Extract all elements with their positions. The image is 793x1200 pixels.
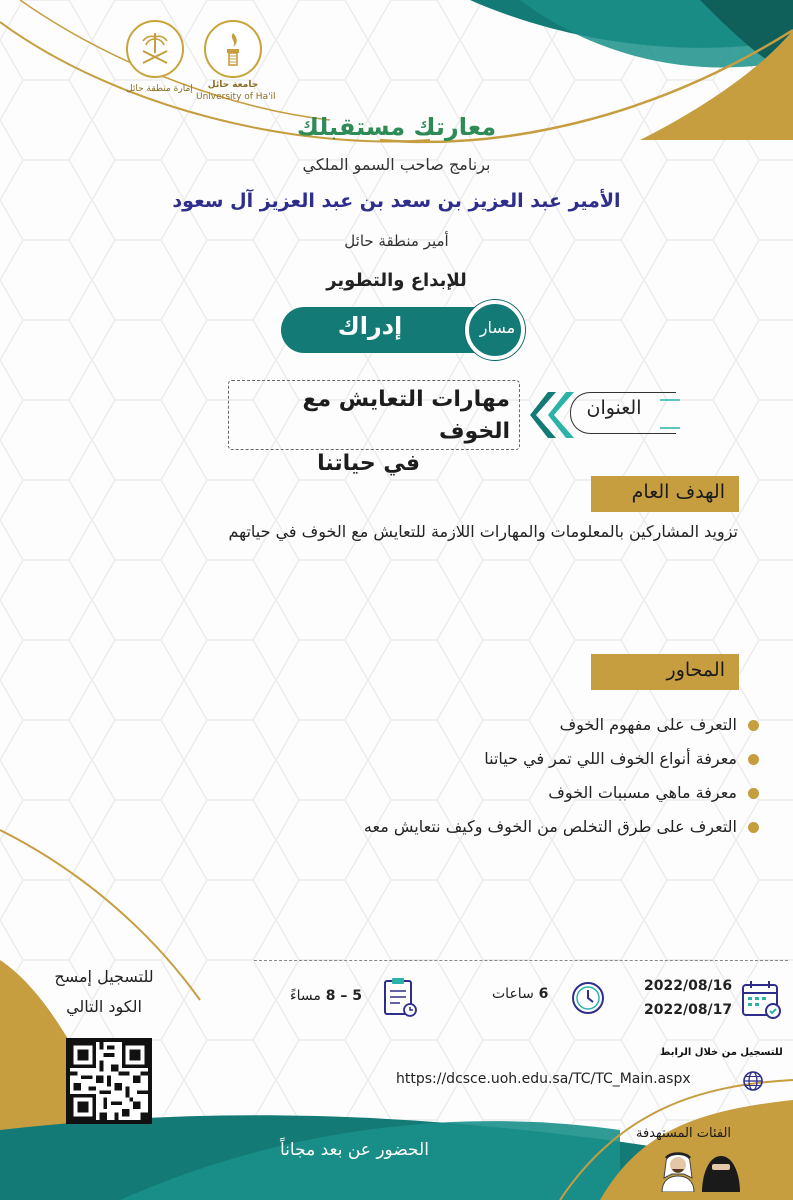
globe-icon	[742, 1070, 764, 1092]
university-logo-caption: University of Ha'il	[196, 92, 276, 102]
clock-icon	[570, 980, 606, 1016]
palm-swords-emblem-icon	[135, 29, 175, 69]
axis-item-text: معرفة أنواع الخوف اللي تمر في حياتنا	[484, 749, 737, 768]
woman-icon	[702, 1156, 740, 1192]
list-item	[199, 746, 759, 780]
emirate-logo	[126, 20, 184, 78]
program-subtitle: للإبداع والتطوير	[326, 270, 467, 291]
axes-heading-bar	[591, 654, 739, 690]
course-title	[228, 384, 514, 480]
bullet-dot	[748, 788, 759, 799]
scan-instructions	[16, 962, 192, 1022]
axes-heading: المحاور	[666, 659, 725, 681]
calendar-icon	[740, 978, 782, 1020]
tag-connector-lines	[660, 394, 680, 434]
program-title: معارتك مستقبلك	[296, 113, 497, 141]
man-icon	[662, 1154, 694, 1193]
emirate-logo-caption: إمارة منطقة حائل	[126, 84, 193, 94]
hours	[492, 986, 548, 1002]
time-range-value: 5 – 8	[325, 988, 362, 1004]
free-attendance-text: الحضور عن بعد مجاناً	[280, 1140, 429, 1160]
track-name: إدراك	[337, 312, 403, 340]
target-audience-label: الفئات المستهدفة	[636, 1126, 732, 1141]
goal-text: تزويد المشاركين بالمعلومات والمهارات اللازمة للتعايش مع الخوف في حياتهم	[228, 522, 738, 541]
list-item	[199, 780, 759, 814]
qr-code[interactable]	[66, 1038, 152, 1124]
audience-icons	[654, 1146, 744, 1192]
axis-item-text: معرفة ماهي مسببات الخوف	[548, 783, 737, 802]
course-tag: العنوان	[586, 397, 642, 419]
track-label: مسار	[479, 318, 516, 337]
time-range	[290, 988, 362, 1004]
chevron-left-icon	[548, 392, 574, 438]
time-period: مساءً	[290, 988, 321, 1004]
clipboard-icon	[382, 976, 418, 1018]
bullet-dot	[748, 822, 759, 833]
bullet-dot	[748, 720, 759, 731]
university-logo	[204, 20, 262, 78]
goal-heading: الهدف العام	[631, 481, 725, 503]
hours-label: ساعات	[492, 986, 534, 1002]
date-start: 2022/08/16	[644, 978, 733, 994]
hours-number: 6	[538, 986, 549, 1002]
bullet-dot	[748, 754, 759, 765]
prince-name: الأمير عبد العزيز بن سعد بن عبد العزيز آل سعود	[172, 190, 621, 212]
course-title-line1: مهارات التعايش مع الخوف	[302, 387, 510, 444]
university-logo-arabic: جامعة حائل	[207, 80, 259, 90]
goal-heading-bar	[591, 476, 739, 512]
axis-item-text: التعرف على طرق التخلص من الخوف وكيف نتعايش معه	[363, 817, 737, 836]
registration-title: للتسجيل من خلال الرابط	[660, 1047, 783, 1058]
registration-link[interactable]: https://dcsce.uoh.edu.sa/TC/TC_Main.aspx	[396, 1071, 691, 1087]
date-end: 2022/08/17	[644, 1002, 733, 1018]
torch-emblem-icon	[213, 29, 253, 69]
qr-code-image	[70, 1042, 148, 1120]
axes-list	[199, 712, 759, 848]
list-item	[199, 712, 759, 746]
list-item	[199, 814, 759, 848]
program-line: برنامج صاحب السمو الملكي	[302, 155, 491, 174]
course-title-line2: في حياتنا	[317, 451, 420, 476]
axis-item-text: التعرف على مفهوم الخوف	[559, 715, 737, 734]
prince-title: أمير منطقة حائل	[344, 232, 449, 250]
info-divider	[254, 960, 788, 961]
scan-line1: للتسجيل إمسح	[54, 967, 154, 986]
scan-line2: الكود التالي	[66, 997, 142, 1016]
